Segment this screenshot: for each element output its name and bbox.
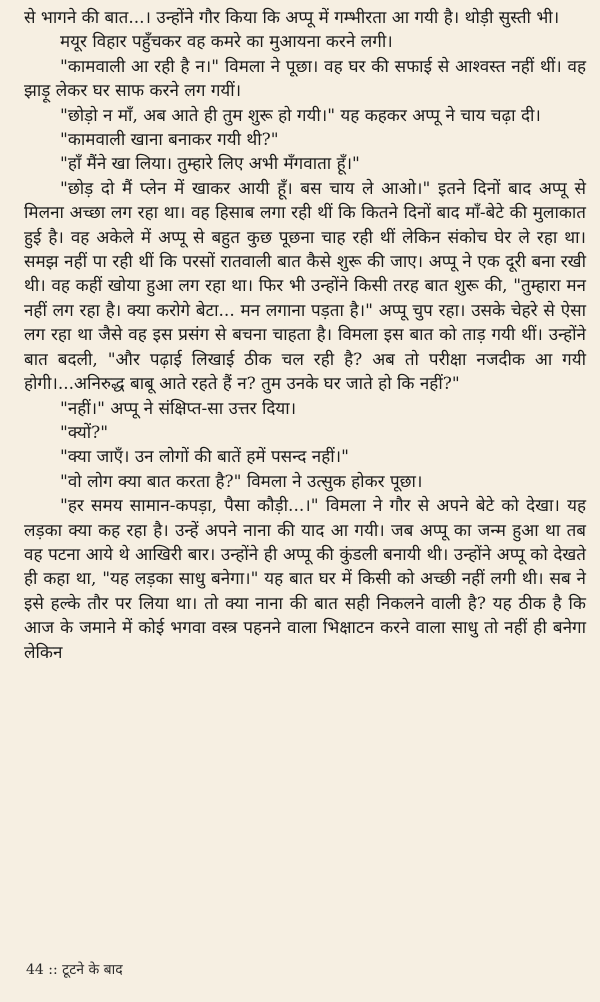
- paragraph-3: "कामवाली आ रही है न।" विमला ने पूछा। वह घर की सफाई से आश्वस्त नहीं थीं। वह झाड़ू लेकर घर साफ करने लग गयीं।: [24, 56, 586, 102]
- paragraph-12: "हर समय सामान-कपड़ा, पैसा कौड़ी...।" विमला ने गौर से अपने बेटे को देखा। यह लड़का क्या कह रहा है। उन्हें अपने नाना की याद आ गयी। जब अप्पू का जन्म हुआ था तब वह पटना आये थे आखिरी बार। उन्होंने ही अप्पू की कुंडली बनायी थी। उन्होंने अप्पू को देखते ही कहा था, "यह लड़का साधु बनेगा।" यह बात घर में किसी को अच्छी नहीं लगी थी। सब ने इसे हल्के तौर पर लिया था। तो क्या नाना की बात सही निकलने वाली है? यह ठीक है कि आज के जमाने में कोई भगवा वस्त्र पहनने वाला भिक्षाटन करने वाला साधु तो नहीं ही बनेगा लेकिन: [24, 496, 586, 663]
- paragraph-5: "कामवाली खाना बनाकर गयी थी?": [60, 130, 279, 151]
- paragraph-9: "क्यों?": [60, 422, 109, 443]
- paragraph-7: "छोड़ दो मैं प्लेन में खाकर आयी हूँ। बस चाय ले आओ।" इतने दिनों बाद अप्पू से मिलना अच्छा लग रहा था। वह हिसाब लगा रही थीं कि कितने दिनों बाद माँ-बेटे की मुलाकात हुई है। वह अकेले में अप्पू से बहुत कुछ पूछना चाह रही थीं लेकिन संकोच घेर ले रहा था। समझ नहीं पा रही थीं कि परसों रातवाली बात कैसे शुरू की जाए। अप्पू ने एक दूरी बना रखी थी। वह कहीं खोया हुआ लग रहा था। फिर भी उन्होंने किसी तरह बात शुरू की, "तुम्हारा मन नहीं लग रहा है। क्या करोगे बेटा... मन लगाना पड़ता है।" अप्पू चुप रहा। उसके चेहरे से ऐसा लग रहा था जैसे वह इस प्रसंग से बचना चाहता है। विमला इस बात को ताड़ गयी थीं। उन्होंने बात बदली, "और पढ़ाई लिखाई ठीक चल रही है? अब तो परीक्षा नजदीक आ गयी होगी।...अनिरुद्ध बाबू आते रहते हैं न? तुम उनके घर जाते हो कि नहीं?": [24, 178, 586, 395]
- paragraph-1: से भागने की बात...। उन्होंने गौर किया कि अप्पू में गम्भीरता आ गयी है। थोड़ी सुस्ती भी।: [24, 8, 560, 28]
- paragraph-6: "हाँ मैंने खा लिया। तुम्हारे लिए अभी मँगवाता हूँ।": [60, 154, 360, 175]
- paragraph-11: "वो लोग क्या बात करता है?" विमला ने उत्सुक होकर पूछा।: [60, 471, 423, 492]
- page-body: [24, 6, 586, 665]
- paragraph-4: "छोड़ो न माँ, अब आते ही तुम शुरू हो गयी।" यह कहकर अप्पू ने चाय चढ़ा दी।: [60, 105, 541, 126]
- page-footer: 44 :: टूटने के बाद: [26, 962, 123, 978]
- paragraph-10: "क्या जाएँ। उन लोगों की बातें हमें पसन्द नहीं।": [60, 447, 349, 468]
- paragraph-2: मयूर विहार पहुँचकर वह कमरे का मुआयना करने लगी।: [60, 32, 393, 53]
- paragraph-8: "नहीं।" अप्पू ने संक्षिप्त-सा उत्तर दिया।: [60, 398, 297, 419]
